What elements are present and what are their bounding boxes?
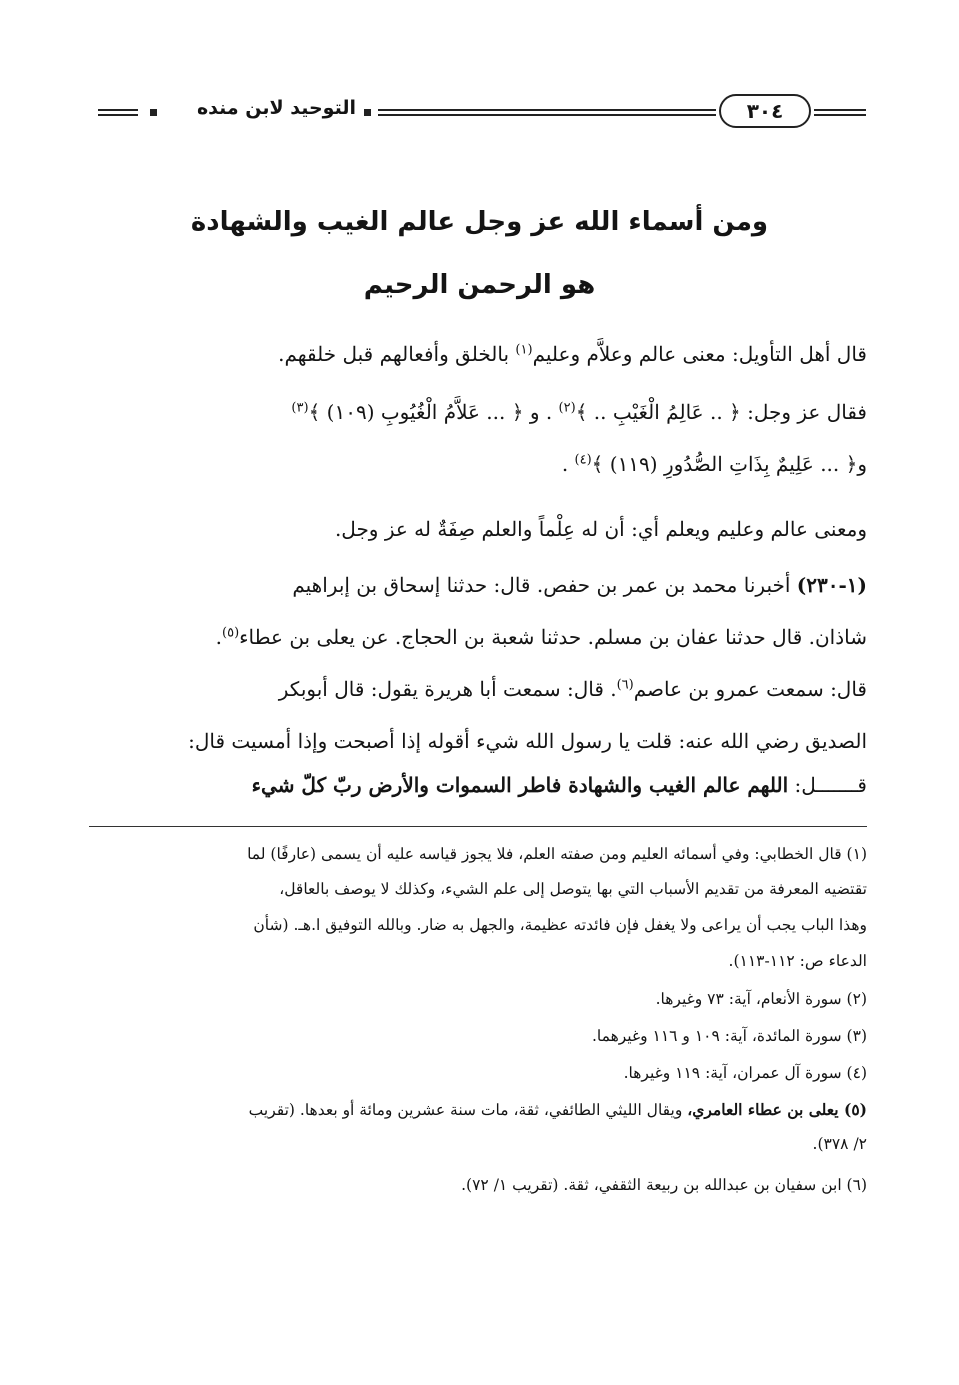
footnote-1-line-3: وهذا الباب يجب أن يراعى ولا يغفل فإن فائدته عظيمة، والجهل به ضار. وبالله التوفيق ا.هـ. (شأن: [253, 916, 867, 934]
quran-quote: و﴿ ... عَلِيمٌ بِذَاتِ الصُّدُورِ (١١٩) ﴾: [591, 452, 867, 476]
header-rule-right: [814, 109, 866, 116]
quran-quote: . و ﴿ ... عَلاَّمُ الْغُيُوبِ (١٠٩) ﴾: [308, 400, 553, 424]
body-line-2: [291, 400, 867, 424]
header-rule-left: [98, 109, 138, 116]
page-header: [88, 92, 868, 132]
footnote-2: (٢) سورة الأنعام، آية: ٧٣ وغيرها.: [655, 990, 867, 1008]
footnote-4: (٤) سورة آل عمران، آية: ١١٩ وغيرها.: [623, 1064, 867, 1082]
footnote-5-line-2: ٢/ ٣٧٨).: [812, 1135, 867, 1153]
body-text: .: [215, 625, 222, 649]
body-text: بالخلق وأفعالهم قبل خلقهم.: [278, 342, 510, 366]
dua-text: اللهم عالم الغيب والشهادة فاطر السموات والأرض ربّ كلّ شيء: [251, 773, 789, 797]
body-line-8: الصديق رضي الله عنه: قلت يا رسول الله شيء أقوله إذا أصبحت وإذا أمسيت قال:: [188, 729, 867, 753]
body-line-3: [562, 452, 867, 476]
footnote-3: (٣) سورة المائدة، آية: ١٠٩ و ١١٦ وغيرهما.: [591, 1027, 867, 1045]
body-text: .: [561, 452, 569, 476]
body-line-7: [279, 677, 867, 701]
quran-quote: فقال عز وجل: ﴿ .. عَالِمُ الْغَيْبِ .. ﴾: [575, 400, 867, 424]
footnote-5-line-1: [249, 1100, 867, 1119]
footnote-ref: (١): [515, 342, 533, 358]
hadith-number: (١-٢٣٠): [796, 573, 867, 597]
body-line-6: [216, 625, 867, 649]
body-line-9: [252, 773, 867, 797]
body-text: قـــــــل:: [794, 773, 867, 797]
footnote-ref: (٥): [222, 625, 240, 641]
body-text: أخبرنا محمد بن عمر بن حفص. قال: حدثنا إسحاق بن إبراهيم: [292, 573, 791, 597]
footnote-1-line-4: الدعاء ص: ١١٢-١١٣).: [728, 952, 867, 970]
footnote-6: (٦) ابن سفيان بن عبدالله بن ربيعة الثقفي، ثقة. (تقريب ١/ ٧٢).: [461, 1176, 867, 1194]
section-heading-line-2: هو الرحمن الرحيم: [363, 270, 596, 300]
body-text: شاذان. قال حدثنا عفان بن مسلم. حدثنا شعبة بن الحجاج. عن يعلى بن عطاء: [239, 625, 867, 649]
footnote-separator: [89, 826, 867, 827]
book-title: التوحيد لابن منده: [196, 97, 356, 119]
body-text: قال أهل التأويل: معنى عالم وعلاَّم وعليم: [532, 342, 867, 366]
footnote-ref: (٣): [291, 400, 309, 416]
body-text: . قال: سمعت أبا هريرة يقول: قال أبوبكر: [278, 677, 617, 701]
section-heading-line-1: ومن أسماء الله عز وجل عالم الغيب والشهادة: [190, 207, 769, 237]
narrator-name: (٥) يعلى بن عطاء العامري،: [687, 1100, 867, 1119]
header-ornament-right: [364, 109, 371, 116]
body-line-5: [292, 573, 867, 597]
header-ornament-left: [150, 109, 157, 116]
body-line-4: ومعنى عالم وعليم ويعلم أي: أن له عِلْماً والعلم صِفَةٌ له عز وجل.: [334, 517, 867, 541]
footnote-text: ويقال الليثي الطائفي، ثقة، مات سنة عشرين ومائة أو بعدها. (تقريب: [248, 1101, 683, 1119]
footnote-ref: (٦): [616, 677, 634, 693]
body-text: قال: سمعت عمرو بن عاصم: [633, 677, 867, 701]
header-rule-middle: [378, 109, 716, 116]
body-line-1: [278, 342, 867, 366]
footnote-ref: (٢): [558, 400, 576, 416]
page-number: ٣٠٤: [719, 94, 811, 128]
footnote-1-line-2: تقتضيه المعرفة من تقديم الأسباب التي بها يتوصل إلى علم الشيء، وكذلك لا يوصف بالعاقل،: [279, 880, 867, 898]
footnote-1-line-1: (١) قال الخطابي: وفي أسمائه العليم ومن صفته العلم، فلا يجوز قياسه عليه أن يسمى (عارفًا) لما: [247, 845, 867, 863]
footnote-ref: (٤): [574, 452, 592, 468]
